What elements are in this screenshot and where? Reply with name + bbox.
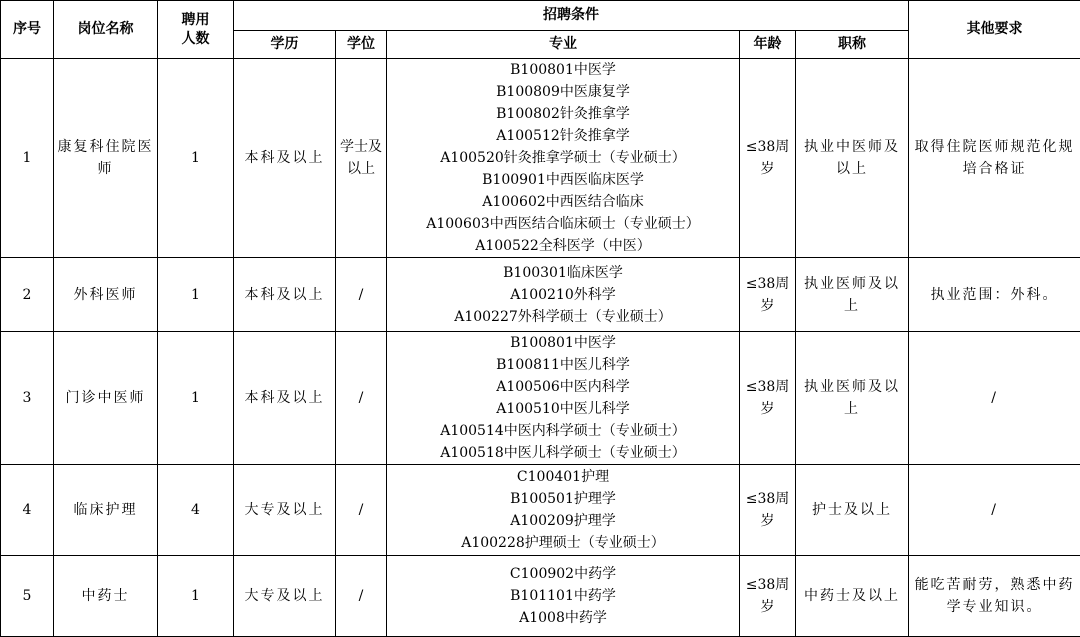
- header-age: 年龄: [740, 31, 796, 59]
- header-conditions: 招聘条件: [234, 1, 909, 31]
- row-seq: 1: [1, 59, 54, 258]
- table-row: [1, 59, 1080, 258]
- row-seq: 3: [1, 332, 54, 465]
- header-count: [158, 1, 234, 59]
- row-education: 本科及以上: [234, 59, 336, 258]
- row-count: 1: [158, 258, 234, 332]
- row-age: ≤38周岁: [740, 556, 796, 637]
- row-count: 1: [158, 59, 234, 258]
- major-item: A100510中医儿科学: [389, 398, 737, 420]
- row-age: ≤38周岁: [740, 258, 796, 332]
- header-title: 职称: [796, 31, 909, 59]
- row-title: 执业医师及以上: [796, 332, 909, 465]
- row-count: 1: [158, 332, 234, 465]
- row-title: 护士及以上: [796, 465, 909, 556]
- major-item: B100301临床医学: [389, 262, 737, 284]
- row-degree: /: [336, 556, 387, 637]
- row-other: 取得住院医师规范化规培合格证: [909, 59, 1080, 258]
- major-item: B100901中西医临床医学: [389, 169, 737, 191]
- header-row-1: [1, 1, 1080, 31]
- major-item: B100809中医康复学: [389, 81, 737, 103]
- major-item: A100512针灸推拿学: [389, 125, 737, 147]
- header-seq: 序号: [1, 1, 54, 59]
- major-item: A100518中医儿科学硕士（专业硕士）: [389, 442, 737, 464]
- header-position: 岗位名称: [54, 1, 158, 59]
- major-item: A1008中药学: [389, 607, 737, 629]
- row-majors: [387, 258, 740, 332]
- row-position: 康复科住院医师: [54, 59, 158, 258]
- row-other: /: [909, 332, 1080, 465]
- row-title: 执业中医师及以上: [796, 59, 909, 258]
- header-education: 学历: [234, 31, 336, 59]
- header-other: 其他要求: [909, 1, 1080, 59]
- row-education: 本科及以上: [234, 258, 336, 332]
- major-item: A100506中医内科学: [389, 376, 737, 398]
- row-seq: 5: [1, 556, 54, 637]
- row-majors: [387, 332, 740, 465]
- row-degree: /: [336, 332, 387, 465]
- row-seq: 4: [1, 465, 54, 556]
- major-item: B100801中医学: [389, 332, 737, 354]
- row-other: /: [909, 465, 1080, 556]
- row-education: 大专及以上: [234, 465, 336, 556]
- row-majors: [387, 59, 740, 258]
- major-item: B100501护理学: [389, 488, 737, 510]
- table-row: [1, 556, 1080, 637]
- row-education: 本科及以上: [234, 332, 336, 465]
- row-degree: /: [336, 258, 387, 332]
- row-title: 中药士及以上: [796, 556, 909, 637]
- table-row: [1, 465, 1080, 556]
- major-item: A100520针灸推拿学硕士（专业硕士）: [389, 147, 737, 169]
- row-seq: 2: [1, 258, 54, 332]
- major-item: C100902中药学: [389, 563, 737, 585]
- major-item: C100401护理: [389, 466, 737, 488]
- major-item: A100228护理硕士（专业硕士）: [389, 532, 737, 554]
- row-majors: [387, 556, 740, 637]
- major-item: B100801中医学: [389, 59, 737, 81]
- row-degree: /: [336, 465, 387, 556]
- major-item: A100602中西医结合临床: [389, 191, 737, 213]
- table-row: [1, 258, 1080, 332]
- row-position: 外科医师: [54, 258, 158, 332]
- row-age: ≤38周岁: [740, 59, 796, 258]
- row-education: 大专及以上: [234, 556, 336, 637]
- row-degree: 学士及以上: [336, 59, 387, 258]
- major-item: A100514中医内科学硕士（专业硕士）: [389, 420, 737, 442]
- row-title: 执业医师及以上: [796, 258, 909, 332]
- row-position: 中药士: [54, 556, 158, 637]
- header-count-line1: 聘用: [160, 11, 231, 30]
- major-item: B100802针灸推拿学: [389, 103, 737, 125]
- row-count: 1: [158, 556, 234, 637]
- row-majors: [387, 465, 740, 556]
- row-position: 门诊中医师: [54, 332, 158, 465]
- row-age: ≤38周岁: [740, 332, 796, 465]
- row-count: 4: [158, 465, 234, 556]
- header-count-line2: 人数: [160, 30, 231, 49]
- major-item: A100209护理学: [389, 510, 737, 532]
- major-item: A100210外科学: [389, 284, 737, 306]
- major-item: A100522全科医学（中医）: [389, 235, 737, 257]
- row-position: 临床护理: [54, 465, 158, 556]
- header-major: 专业: [387, 31, 740, 59]
- table-row: [1, 332, 1080, 465]
- major-item: A100603中西医结合临床硕士（专业硕士）: [389, 213, 737, 235]
- major-item: B101101中药学: [389, 585, 737, 607]
- major-item: A100227外科学硕士（专业硕士）: [389, 306, 737, 328]
- row-other: 能吃苦耐劳，熟悉中药学专业知识。: [909, 556, 1080, 637]
- header-degree: 学位: [336, 31, 387, 59]
- major-item: B100811中医儿科学: [389, 354, 737, 376]
- row-age: ≤38周岁: [740, 465, 796, 556]
- row-other: 执业范围：外科。: [909, 258, 1080, 332]
